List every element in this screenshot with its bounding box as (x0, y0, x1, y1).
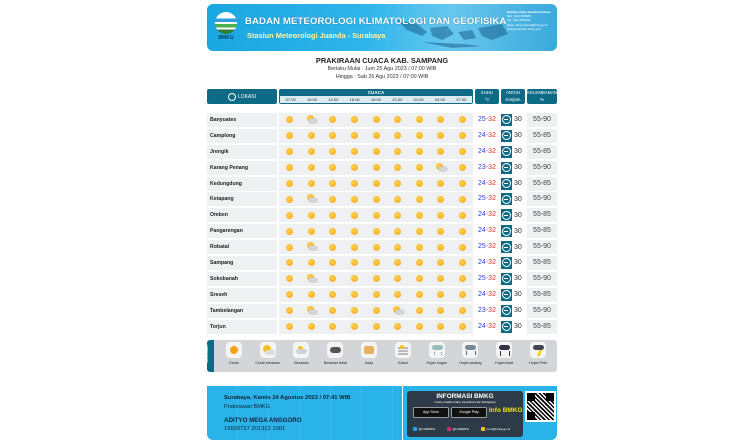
location-name: Pangarengan (207, 224, 277, 238)
sunny-icon (344, 145, 366, 159)
temperature: 24-32 (478, 131, 496, 139)
humidity: 55-90 (527, 113, 557, 127)
wind: 30 (501, 113, 525, 127)
email-contact[interactable]: pers@bmkg.go.id (481, 427, 510, 431)
sunny-icon (279, 240, 301, 254)
location-name: Sampang (207, 256, 277, 270)
location-name: Banyuates (207, 113, 277, 127)
wind-direction-icon (501, 305, 512, 317)
time-slot: 19.00 (370, 97, 381, 102)
sunny-icon (365, 288, 387, 302)
sunny-icon (365, 208, 387, 222)
station-name: Stasiun Meteorologi Juanda - Surabaya (247, 31, 386, 40)
humidity: 55-90 (527, 192, 557, 206)
qr-code[interactable] (525, 391, 556, 422)
sunny-icon (344, 113, 366, 127)
column-header-location: LOKASI (207, 89, 277, 104)
sunny-icon (279, 288, 301, 302)
wind-direction-icon (501, 130, 512, 142)
column-header-humidity: KELEMBABAN % (527, 90, 557, 102)
wind: 30 (501, 240, 525, 254)
humidity: 55-90 (527, 304, 557, 318)
sunny-icon (365, 161, 387, 175)
temperature: 23-32 (478, 306, 496, 314)
humidity: 55-90 (527, 240, 557, 254)
app-store-badge[interactable]: App Store (413, 407, 449, 418)
info-subtitle: Cuaca, Kualitas Udara, Gempabumi dan Sebagainya (434, 401, 496, 404)
sunny-icon (408, 224, 430, 238)
sunny-icon (430, 288, 452, 302)
temperature: 24-32 (478, 147, 496, 155)
sunny-icon (365, 256, 387, 270)
partly-cloudy-icon (301, 304, 323, 318)
sunny-icon (322, 145, 344, 159)
sunny-icon (387, 113, 409, 127)
sunny-icon (301, 129, 323, 143)
cerah-berawan-icon (260, 342, 276, 358)
sunny-icon (279, 129, 301, 143)
sunny-icon (301, 208, 323, 222)
wind-direction-icon (501, 178, 512, 190)
wind-direction-icon (501, 209, 512, 221)
sunny-icon (430, 192, 452, 206)
berawan-icon (293, 342, 309, 358)
wind: 30 (501, 304, 525, 318)
column-header-wind: ANGIN Km/jam (501, 89, 525, 104)
sunny-icon (322, 177, 344, 191)
sunny-icon (279, 304, 301, 318)
humidity: 55-85 (527, 224, 557, 238)
sunny-icon (279, 145, 301, 159)
sunny-icon (430, 304, 452, 318)
sunny-icon (322, 161, 344, 175)
wind: 30 (501, 208, 525, 222)
wind: 30 (501, 177, 525, 191)
time-slots (280, 96, 472, 103)
sunny-icon (279, 192, 301, 206)
sunny-icon (452, 240, 474, 254)
sunny-icon (301, 161, 323, 175)
sunny-icon (408, 113, 430, 127)
sunny-icon (279, 161, 301, 175)
weather-cells (279, 304, 473, 318)
temperature: 23-32 (478, 163, 496, 171)
humidity: 55-85 (527, 288, 557, 302)
sunny-icon (301, 288, 323, 302)
sunny-icon (452, 145, 474, 159)
wind-direction-icon (501, 114, 512, 126)
sunny-icon (430, 129, 452, 143)
info-bmkg-panel (403, 386, 557, 440)
table-row (207, 160, 557, 176)
forecaster-role: Prakirawan BMKG (224, 404, 271, 410)
sunny-icon (365, 240, 387, 254)
sunny-icon (452, 224, 474, 238)
sunny-icon (344, 161, 366, 175)
table-row (207, 144, 557, 160)
table-row (207, 191, 557, 207)
sunny-icon (452, 320, 474, 334)
column-header-temp: SUHU °C (475, 89, 499, 104)
sunny-icon (408, 304, 430, 318)
sunny-icon (430, 145, 452, 159)
sunny-icon (387, 177, 409, 191)
temperature: 24-32 (478, 211, 496, 219)
legend-item: Kabut (386, 342, 420, 365)
twitter-icon (413, 427, 417, 431)
twitter-handle[interactable]: @infoBMKG (413, 427, 435, 431)
legend-item: Cerah (217, 342, 251, 365)
sunny-icon (430, 320, 452, 334)
sunny-icon (344, 256, 366, 270)
forecast-poster (204, 0, 557, 440)
sunny-icon (452, 272, 474, 286)
sunny-icon (430, 113, 452, 127)
forecaster-name: ADITYO MEGA ANGGORO (224, 417, 302, 424)
forecast-title-block (207, 56, 557, 81)
sunny-icon (452, 256, 474, 270)
wind: 30 (501, 320, 525, 334)
wind-direction-icon (501, 225, 512, 237)
instagram-handle[interactable]: @infoBMKG (447, 427, 469, 431)
location-name: Sreseh (207, 288, 277, 302)
instagram-icon (447, 427, 451, 431)
sunny-icon (301, 256, 323, 270)
wind-direction-icon (501, 146, 512, 158)
sunny-icon (408, 240, 430, 254)
partly-cloudy-icon (301, 240, 323, 254)
table-row (207, 207, 557, 223)
sunny-icon (430, 256, 452, 270)
legend: LEGENDA Cerah Cerah berawan Berawan Berawan tebal Asap Kabut Hujan ringan Hujan sedang Hujan lebat Hujan Petir (207, 340, 557, 372)
table-row (207, 176, 557, 192)
weather-cells (279, 256, 473, 270)
temperature: 25-32 (478, 274, 496, 282)
sunny-icon (301, 145, 323, 159)
info-title: INFORMASI BMKG (436, 393, 494, 400)
weather-cells (279, 129, 473, 143)
table-row (207, 303, 557, 319)
weather-cells (279, 161, 473, 175)
sunny-icon (387, 320, 409, 334)
temperature: 24-32 (478, 227, 496, 235)
sunny-icon (408, 145, 430, 159)
table-row (207, 223, 557, 239)
legend-item: Asap (352, 342, 386, 365)
wind-direction-icon (501, 257, 512, 269)
sunny-icon (344, 192, 366, 206)
sunny-icon (387, 288, 409, 302)
wind: 30 (501, 272, 525, 286)
partly-cloudy-icon (387, 304, 409, 318)
sunny-icon (387, 208, 409, 222)
sunny-icon (365, 224, 387, 238)
sunny-icon (322, 304, 344, 318)
weather-cells (279, 208, 473, 222)
sunny-icon (344, 240, 366, 254)
wind: 30 (501, 129, 525, 143)
humidity: 55-85 (527, 129, 557, 143)
time-slot: 07.00 (285, 97, 296, 102)
wind-direction-icon (501, 321, 512, 333)
sunny-icon (387, 145, 409, 159)
time-slot: 16.00 (349, 97, 360, 102)
location-name: Kedungdung (207, 177, 277, 191)
sunny-icon (365, 192, 387, 206)
weather-cells (279, 320, 473, 334)
temperature: 25-32 (478, 115, 496, 123)
contact-info: Bandara Udara Juanda Surabaya Telp : (031) 8668989 Fax : (031) 8675342 Email : stamet.juanda@bmkg.go.id www.juanda.jatim.bmkg.go.id (507, 10, 551, 31)
sunny-icon (322, 288, 344, 302)
sunny-icon (322, 113, 344, 127)
sunny-icon (279, 208, 301, 222)
sunny-icon (322, 272, 344, 286)
time-slot: 10.00 (306, 97, 317, 102)
sunny-icon (408, 192, 430, 206)
wind: 30 (501, 256, 525, 270)
weather-cells (279, 145, 473, 159)
wind-direction-icon (501, 273, 512, 285)
location-name: Camplong (207, 129, 277, 143)
sunny-icon (365, 177, 387, 191)
sunny-icon (430, 240, 452, 254)
sunny-icon (322, 240, 344, 254)
sunny-icon (387, 192, 409, 206)
partly-cloudy-icon (301, 192, 323, 206)
table-row (207, 112, 557, 128)
sunny-icon (430, 208, 452, 222)
email-icon (481, 427, 485, 431)
table-row (207, 271, 557, 287)
table-row (207, 319, 557, 335)
temperature: 24-32 (478, 322, 496, 330)
humidity: 55-85 (527, 208, 557, 222)
hujan-lebat-icon (496, 342, 512, 358)
wind: 30 (501, 224, 525, 238)
sunny-icon (452, 177, 474, 191)
sunny-icon (344, 224, 366, 238)
sunny-icon (344, 272, 366, 286)
sunny-icon (408, 320, 430, 334)
weather-cells (279, 192, 473, 206)
location-name: Karang Penang (207, 161, 277, 175)
sunny-icon (279, 113, 301, 127)
hujan-ringan-icon (429, 342, 445, 358)
column-header-weather: CUACA 07.00 10.00 13.00 16.00 19.00 22.00 01.00 04.00 07.00 (279, 89, 473, 104)
issued-timestamp: Surabaya, Kamis 24 Agustus 2023 / 07:41 WIB (224, 395, 351, 401)
cerah-icon (226, 342, 242, 358)
partly-cloudy-icon (301, 113, 323, 127)
wind-direction-icon (501, 162, 512, 174)
valid-from: Berlaku Mulai : Jum 25 Agu 2023 / 07:00 WIB (327, 66, 437, 72)
info-bmkg-app-name: Info BMKG (489, 407, 523, 414)
sunny-icon (408, 177, 430, 191)
header-banner (207, 4, 557, 51)
legend-item: Berawan (285, 342, 319, 365)
legend-item: Hujan Petir (521, 342, 555, 365)
temperature: 24-32 (478, 258, 496, 266)
wind: 30 (501, 288, 525, 302)
wind-direction-icon (501, 289, 512, 301)
time-slot: 04.00 (434, 97, 445, 102)
sunny-icon (344, 208, 366, 222)
bmkg-logo: BMKG (214, 12, 238, 42)
sunny-icon (365, 272, 387, 286)
legend-item: Hujan lebat (487, 342, 521, 365)
wind-direction-icon (501, 193, 512, 205)
location-name: Sokobanah (207, 272, 277, 286)
temperature: 24-32 (478, 179, 496, 187)
sunny-icon (279, 177, 301, 191)
sunny-icon (387, 272, 409, 286)
location-name: Omben (207, 208, 277, 222)
weather-cells (279, 113, 473, 127)
humidity: 55-90 (527, 161, 557, 175)
sunny-icon (452, 161, 474, 175)
sunny-icon (365, 113, 387, 127)
forecast-title: PRAKIRAAN CUACA KAB. SAMPANG (315, 56, 449, 65)
kabut-icon (395, 342, 411, 358)
sunny-icon (301, 320, 323, 334)
legend-item: Cerah berawan (251, 342, 285, 365)
location-name: Tambelangan (207, 304, 277, 318)
table-row (207, 128, 557, 144)
sunny-icon (301, 177, 323, 191)
sunny-icon (344, 177, 366, 191)
temperature: 25-32 (478, 243, 496, 251)
weather-cells (279, 288, 473, 302)
sunny-icon (279, 320, 301, 334)
google-play-badge[interactable]: Google Play (451, 407, 487, 418)
wind: 30 (501, 161, 525, 175)
sunny-icon (322, 208, 344, 222)
humidity: 55-85 (527, 256, 557, 270)
weather-cells (279, 224, 473, 238)
sunny-icon (279, 272, 301, 286)
temperature: 24-32 (478, 290, 496, 298)
sunny-icon (430, 272, 452, 286)
location-pin-icon (228, 93, 236, 101)
humidity: 55-85 (527, 320, 557, 334)
partly-cloudy-icon (430, 161, 452, 175)
sunny-icon (322, 224, 344, 238)
weather-cells (279, 272, 473, 286)
sunny-icon (430, 224, 452, 238)
sunny-icon (387, 161, 409, 175)
legend-item: Hujan sedang (454, 342, 488, 365)
sunny-icon (452, 208, 474, 222)
hujan-petir-icon (530, 342, 546, 358)
table-row (207, 239, 557, 255)
humidity: 55-90 (527, 272, 557, 286)
sunny-icon (322, 129, 344, 143)
forecaster-nip: 19920727 201312 1001 (224, 426, 286, 432)
wind-direction-icon (501, 241, 512, 253)
valid-to: Hingga : Sab 26 Agu 2023 / 07:00 WIB (335, 74, 429, 80)
sunny-icon (344, 288, 366, 302)
sunny-icon (322, 192, 344, 206)
legend-item: Hujan ringan (420, 342, 454, 365)
humidity: 55-85 (527, 177, 557, 191)
table-row (207, 287, 557, 303)
sunny-icon (279, 256, 301, 270)
location-name: Ketapang (207, 192, 277, 206)
time-slot: 13.00 (328, 97, 339, 102)
sunny-icon (408, 288, 430, 302)
org-name: BADAN METEOROLOGI KLIMATOLOGI DAN GEOFISIKA (245, 16, 507, 27)
partly-cloudy-icon (301, 272, 323, 286)
sunny-icon (365, 129, 387, 143)
sunny-icon (387, 240, 409, 254)
sunny-icon (344, 129, 366, 143)
temperature: 25-32 (478, 195, 496, 203)
sunny-icon (408, 161, 430, 175)
sunny-icon (408, 272, 430, 286)
wind: 30 (501, 145, 525, 159)
sunny-icon (279, 224, 301, 238)
weather-cells (279, 177, 473, 191)
berawan-tebal-icon (327, 342, 343, 358)
sunny-icon (408, 256, 430, 270)
sunny-icon (452, 129, 474, 143)
sunny-icon (408, 129, 430, 143)
location-name: Torjun (207, 320, 277, 334)
sunny-icon (322, 256, 344, 270)
sunny-icon (452, 192, 474, 206)
time-slot: 01.00 (413, 97, 424, 102)
hujan-sedang-icon (462, 342, 478, 358)
sunny-icon (322, 320, 344, 334)
sunny-icon (365, 304, 387, 318)
sunny-icon (387, 129, 409, 143)
legend-item: Berawan tebal (318, 342, 352, 365)
sunny-icon (408, 208, 430, 222)
location-name: Jrengik (207, 145, 277, 159)
time-slot: 07.00 (456, 97, 467, 102)
sunny-icon (344, 320, 366, 334)
weather-cells (279, 240, 473, 254)
sunny-icon (301, 224, 323, 238)
sunny-icon (452, 304, 474, 318)
table-row (207, 255, 557, 271)
sunny-icon (387, 224, 409, 238)
sunny-icon (452, 288, 474, 302)
sunny-icon (344, 304, 366, 318)
asap-icon (361, 342, 377, 358)
forecaster-info (207, 386, 402, 440)
forecast-table (207, 112, 557, 334)
sunny-icon (387, 256, 409, 270)
wind: 30 (501, 192, 525, 206)
humidity: 55-85 (527, 145, 557, 159)
location-name: Robatal (207, 240, 277, 254)
sunny-icon (430, 177, 452, 191)
sunny-icon (365, 145, 387, 159)
sunny-icon (452, 113, 474, 127)
time-slot: 22.00 (392, 97, 403, 102)
sunny-icon (365, 320, 387, 334)
